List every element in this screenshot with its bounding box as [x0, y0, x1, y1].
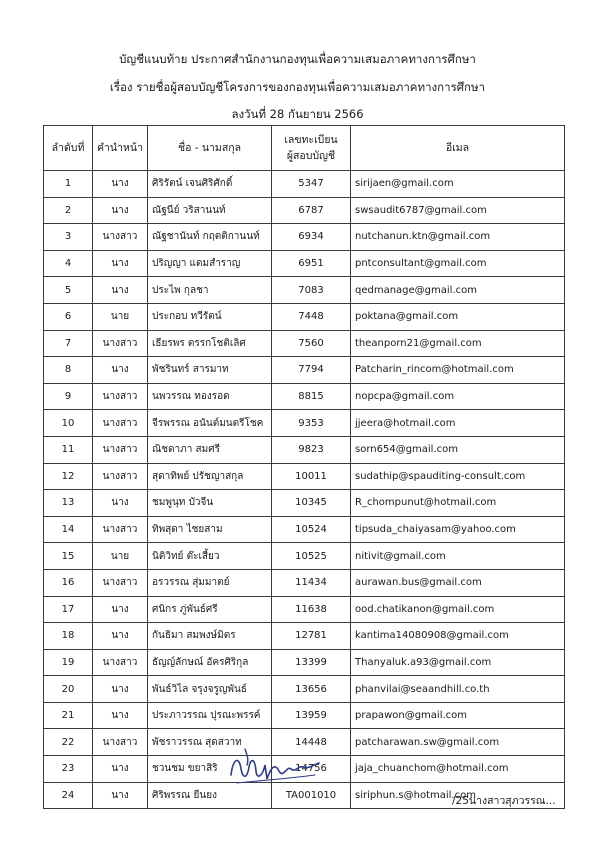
cell-prefix: นาง: [93, 277, 148, 304]
table-row: [44, 197, 565, 224]
cell-prefix: นาง: [93, 623, 148, 650]
cell-email: nutchanun.ktn@gmail.com: [351, 224, 565, 251]
cell-no: 14: [44, 516, 93, 543]
cell-reg: 11638: [272, 596, 351, 623]
cell-reg: 5347: [272, 171, 351, 198]
cell-reg: 14756: [272, 756, 351, 783]
cell-email: ood.chatikanon@gmail.com: [351, 596, 565, 623]
cell-reg: 10525: [272, 543, 351, 570]
cell-email: Thanyaluk.a93@gmail.com: [351, 649, 565, 676]
cell-no: 4: [44, 250, 93, 277]
table-row: [44, 383, 565, 410]
cell-email: poktana@gmail.com: [351, 303, 565, 330]
table-row: [44, 330, 565, 357]
cell-reg: 6934: [272, 224, 351, 251]
cell-no: 13: [44, 490, 93, 517]
cell-prefix: นางสาว: [93, 383, 148, 410]
cell-prefix: นาง: [93, 357, 148, 384]
cell-prefix: นาง: [93, 171, 148, 198]
header-date-line: ลงวันที่ 28 กันยายน 2566: [231, 107, 364, 121]
cell-reg: 7083: [272, 277, 351, 304]
col-header-prefix: คำนำหน้า: [93, 126, 148, 171]
cell-no: 9: [44, 383, 93, 410]
table-row: [44, 676, 565, 703]
table-row: [44, 250, 565, 277]
cell-name: พัชรินทร์ สารมาท: [148, 357, 272, 384]
header-line-1: บัญชีแนบท้าย ประกาศสำนักงานกองทุนเพื่อความเสมอภาคทางการศึกษา: [119, 52, 476, 66]
cell-name: ศนิกร ภู่พันธ์ศรี: [148, 596, 272, 623]
cell-no: 19: [44, 649, 93, 676]
cell-email: patcharawan.sw@gmail.com: [351, 729, 565, 756]
table-row: [44, 224, 565, 251]
table-row: [44, 596, 565, 623]
cell-reg: 9823: [272, 436, 351, 463]
cell-name: เธียรพร ตรรกโชติเลิศ: [148, 330, 272, 357]
header-line-2: เรื่อง รายชื่อผู้สอบบัญชีโครงการของกองทุนเพื่อความเสมอภาคทางการศึกษา: [109, 80, 486, 94]
auditor-table: [43, 125, 565, 809]
cell-name: ประไพ กุลชา: [148, 277, 272, 304]
cell-reg: 10524: [272, 516, 351, 543]
cell-no: 18: [44, 623, 93, 650]
table-row: [44, 516, 565, 543]
cell-email: sorn654@gmail.com: [351, 436, 565, 463]
cell-name: ธัญญ์ลักษณ์ อัครศิริกุล: [148, 649, 272, 676]
cell-reg: 11434: [272, 569, 351, 596]
cell-reg: 10345: [272, 490, 351, 517]
cell-no: 15: [44, 543, 93, 570]
cell-email: nopcpa@gmail.com: [351, 383, 565, 410]
table-row: [44, 410, 565, 437]
cell-no: 3: [44, 224, 93, 251]
cell-name: ณิชดาภา สมศรี: [148, 436, 272, 463]
continuation-note: /25นางสาวสุภวรรณ...: [452, 795, 556, 807]
cell-reg: 9353: [272, 410, 351, 437]
cell-name: สุดาทิพย์ ปรัชญาสกุล: [148, 463, 272, 490]
cell-prefix: นางสาว: [93, 516, 148, 543]
cell-name: ศิริรัตน์ เจนศิริศักดิ์: [148, 171, 272, 198]
cell-email: jaja_chuanchom@hotmail.com: [351, 756, 565, 783]
cell-email: sirijaen@gmail.com: [351, 171, 565, 198]
cell-email: nitivit@gmail.com: [351, 543, 565, 570]
cell-name: นิติวิทย์ ต๊ะเสี้ยว: [148, 543, 272, 570]
cell-reg: 7794: [272, 357, 351, 384]
cell-email: qedmanage@gmail.com: [351, 277, 565, 304]
table-row: [44, 702, 565, 729]
cell-prefix: นางสาว: [93, 463, 148, 490]
table-row: [44, 436, 565, 463]
cell-reg: 6951: [272, 250, 351, 277]
cell-prefix: นาง: [93, 702, 148, 729]
cell-reg: 7560: [272, 330, 351, 357]
cell-email: kantima14080908@gmail.com: [351, 623, 565, 650]
cell-reg: 7448: [272, 303, 351, 330]
cell-reg: 10011: [272, 463, 351, 490]
signature-image: [225, 745, 325, 787]
cell-email: phanvilai@seaandhill.co.th: [351, 676, 565, 703]
cell-name: ศิริพรรณ ยืนยง: [148, 782, 272, 809]
cell-name: กันธิมา สมพงษ์มิตร: [148, 623, 272, 650]
cell-name: ประภาวรรณ ปุรณะพรรค์: [148, 702, 272, 729]
table-row: [44, 543, 565, 570]
cell-no: 21: [44, 702, 93, 729]
table-row: [44, 490, 565, 517]
cell-prefix: นางสาว: [93, 569, 148, 596]
cell-prefix: นางสาว: [93, 649, 148, 676]
cell-prefix: นาง: [93, 782, 148, 809]
cell-email: theanporn21@gmail.com: [351, 330, 565, 357]
cell-prefix: นาง: [93, 490, 148, 517]
cell-no: 17: [44, 596, 93, 623]
cell-name: พัชราวรรณ สุดสวาท: [148, 729, 272, 756]
cell-name: จีรพรรณ อนันต์มนตรีโชค: [148, 410, 272, 437]
cell-name: ประกอบ ทวีรัตน์: [148, 303, 272, 330]
cell-reg: 12781: [272, 623, 351, 650]
cell-no: 23: [44, 756, 93, 783]
cell-no: 1: [44, 171, 93, 198]
table-row: [44, 357, 565, 384]
cell-name: ณัฐนีย์ วริสานนท์: [148, 197, 272, 224]
cell-prefix: นาง: [93, 250, 148, 277]
col-header-reg: [272, 126, 351, 171]
cell-prefix: นาย: [93, 543, 148, 570]
cell-name: ชวนชม ขยาสิริ: [148, 756, 272, 783]
cell-no: 8: [44, 357, 93, 384]
table-row: [44, 569, 565, 596]
cell-name: ทิพสุดา ไชยสาม: [148, 516, 272, 543]
cell-no: 22: [44, 729, 93, 756]
cell-reg: 14448: [272, 729, 351, 756]
col-header-reg-line1: เลขทะเบียน: [284, 134, 338, 146]
table-row: [44, 649, 565, 676]
cell-email: Patcharin_rincom@hotmail.com: [351, 357, 565, 384]
col-header-no: ลำดับที่: [44, 126, 93, 171]
cell-no: 16: [44, 569, 93, 596]
cell-email: siriphun.s@hotmail.com: [351, 782, 565, 809]
cell-no: 11: [44, 436, 93, 463]
cell-reg: TA001010: [272, 782, 351, 809]
cell-prefix: นางสาว: [93, 224, 148, 251]
cell-prefix: นางสาว: [93, 436, 148, 463]
cell-name: ณัฐชานันท์ กฤตติกานนท์: [148, 224, 272, 251]
table-header-row: [44, 126, 565, 171]
cell-prefix: นาง: [93, 197, 148, 224]
cell-email: prapawon@gmail.com: [351, 702, 565, 729]
cell-prefix: นาง: [93, 676, 148, 703]
table-row: [44, 171, 565, 198]
col-header-name: ชื่อ - นามสกุล: [148, 126, 272, 171]
cell-name: ชมพูนุท บัวจีน: [148, 490, 272, 517]
cell-prefix: นาย: [93, 303, 148, 330]
table-row: [44, 303, 565, 330]
cell-email: aurawan.bus@gmail.com: [351, 569, 565, 596]
cell-name: ปริญญา แดมสำราญ: [148, 250, 272, 277]
cell-no: 2: [44, 197, 93, 224]
table-row: [44, 277, 565, 304]
cell-email: pntconsultant@gmail.com: [351, 250, 565, 277]
col-header-email: อีเมล: [351, 126, 565, 171]
cell-prefix: นางสาว: [93, 410, 148, 437]
cell-prefix: นางสาว: [93, 330, 148, 357]
cell-email: sudathip@spauditing-consult.com: [351, 463, 565, 490]
cell-no: 6: [44, 303, 93, 330]
cell-reg: 13399: [272, 649, 351, 676]
cell-reg: 13959: [272, 702, 351, 729]
cell-prefix: นาง: [93, 596, 148, 623]
cell-reg: 6787: [272, 197, 351, 224]
cell-no: 10: [44, 410, 93, 437]
cell-email: swsaudit6787@gmail.com: [351, 197, 565, 224]
cell-no: 12: [44, 463, 93, 490]
cell-no: 5: [44, 277, 93, 304]
col-header-reg-line2: ผู้สอบบัญชี: [286, 150, 336, 162]
cell-name: นพวรรณ ทองรอด: [148, 383, 272, 410]
table-row: [44, 463, 565, 490]
cell-email: jjeera@hotmail.com: [351, 410, 565, 437]
cell-reg: 13656: [272, 676, 351, 703]
cell-no: 20: [44, 676, 93, 703]
cell-email: R_chompunut@hotmail.com: [351, 490, 565, 517]
cell-name: อรวรรณ สุ่มมาตย์: [148, 569, 272, 596]
cell-prefix: นางสาว: [93, 729, 148, 756]
cell-no: 7: [44, 330, 93, 357]
cell-prefix: นาง: [93, 756, 148, 783]
cell-no: 24: [44, 782, 93, 809]
table-row: [44, 623, 565, 650]
cell-reg: 8815: [272, 383, 351, 410]
cell-email: tipsuda_chaiyasam@yahoo.com: [351, 516, 565, 543]
cell-name: พันธ์วิไล จรุงจรูญพันธ์: [148, 676, 272, 703]
